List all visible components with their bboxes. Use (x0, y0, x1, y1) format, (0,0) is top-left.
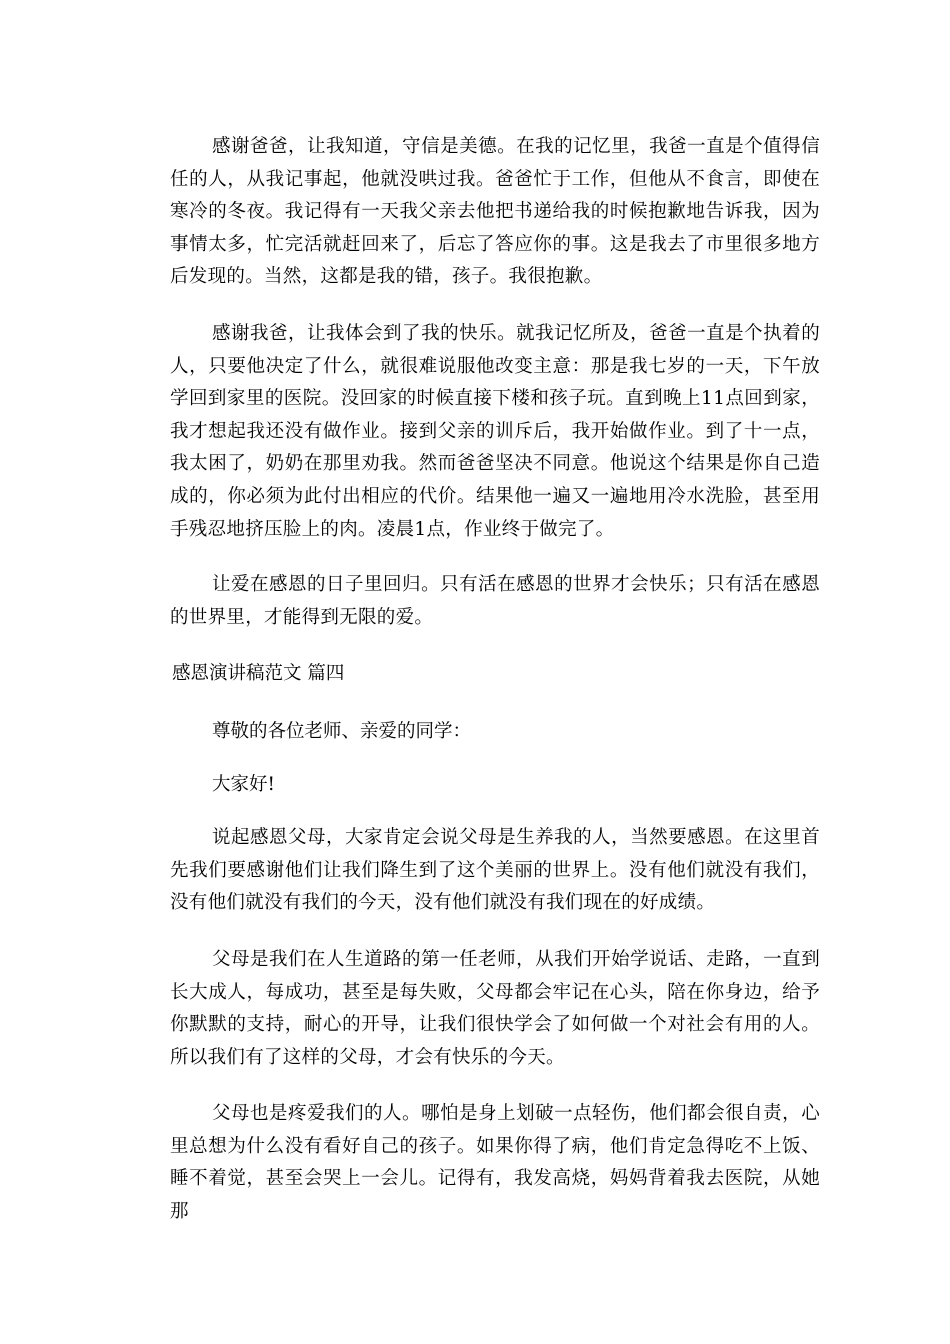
paragraph-gratitude-trust: 感谢爸爸，让我知道，守信是美德。在我的记忆里，我爸一直是个值得信任的人，从我记事起，他就没哄过我。爸爸忙于工作，但他从不食言，即使在寒冷的冬夜。我记得有一天我父亲去他把书递给我的时候抱歉地告诉我，因为事情太多，忙完活就赶回来了，后忘了答应你的事。这是我去了市里很多地方后发现的。当然，这都是我的错，孩子。我很抱歉。 (170, 136, 820, 288)
greeting: 大家好! (212, 774, 275, 795)
paragraph-return-love: 让爱在感恩的日子里回归。只有活在感恩的世界才会快乐；只有活在感恩的世界里，才能得到无限的爱。 (170, 574, 820, 628)
section-heading: 感恩演讲稿范文 篇四 (172, 663, 345, 684)
paragraph-gratitude-persistence: 感谢我爸，让我体会到了我的快乐。就我记忆所及，爸爸一直是个执着的人，只要他决定了什么，就很难说服他改变主意：那是我七岁的一天，下午放学回到家里的医院。没回家的时候直接下楼和孩子玩。直到晚上11点回到家，我才想起我还没有做作业。接到父亲的训斥后，我开始做作业。到了十一点，我太困了，奶奶在那里劝我。然而爸爸坚决不同意。他说这个结果是你自己造成的，你必须为此付出相应的代价。结果他一遍又一遍地用冷水洗脸，甚至用手残忍地挤压脸上的肉。凌晨1点，作业终于做完了。 (170, 323, 820, 540)
salutation: 尊敬的各位老师、亲爱的同学： (212, 721, 472, 742)
speech-paragraph-parents-love: 父母也是疼爱我们的人。哪怕是身上划破一点轻伤，他们都会很自责，心里总想为什么没有看好自己的孩子。如果你得了病，他们肯定急得吃不上饭、睡不着觉，甚至会哭上一会儿。记得有，我发高烧，妈妈背着我去医院，从她那 (170, 1103, 820, 1222)
speech-paragraph-parents-birth: 说起感恩父母，大家肯定会说父母是生养我的人，当然要感恩。在这里首先我们要感谢他们让我们降生到了这个美丽的世界上。没有他们就没有我们，没有他们就没有我们的今天，没有他们就没有我们现在的好成绩。 (170, 827, 820, 914)
speech-paragraph-parents-teacher: 父母是我们在人生道路的第一任老师，从我们开始学说话、走路，一直到长大成人，每成功，甚至是每失败，父母都会牢记在心头，陪在你身边，给予你默默的支持，耐心的开导，让我们很快学会了如何做一个对社会有用的人。所以我们有了这样的父母，才会有快乐的今天。 (170, 949, 820, 1068)
